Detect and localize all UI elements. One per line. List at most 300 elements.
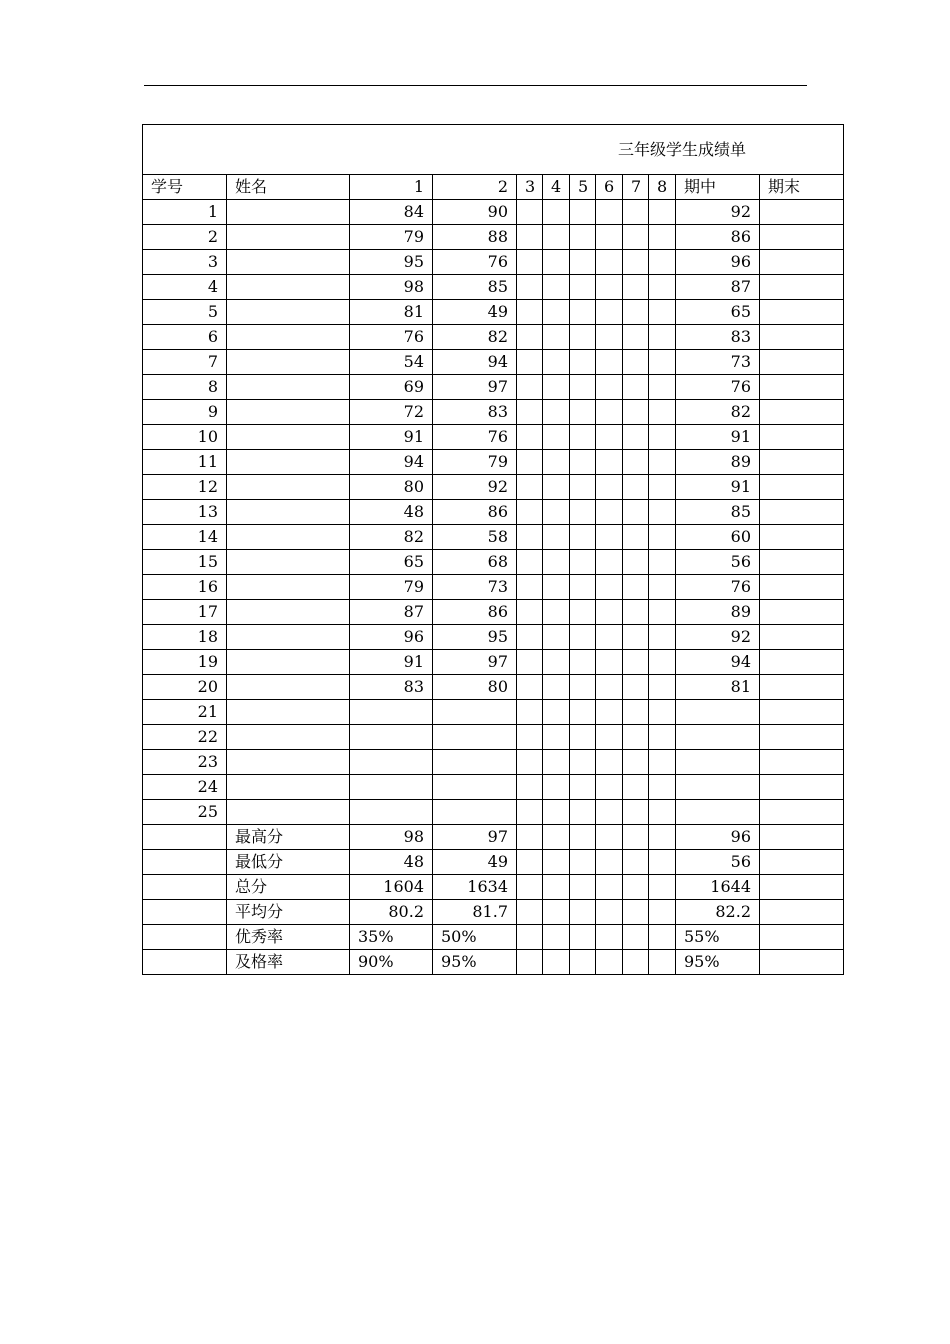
score-8-cell bbox=[649, 625, 676, 650]
score-4-cell bbox=[543, 225, 570, 250]
score-2-cell: 94 bbox=[433, 350, 517, 375]
score-6-cell bbox=[596, 225, 623, 250]
score-1-cell: 69 bbox=[350, 375, 433, 400]
midterm-cell: 82 bbox=[676, 400, 760, 425]
summary-score-8-cell bbox=[649, 825, 676, 850]
score-2-cell: 86 bbox=[433, 600, 517, 625]
score-7-cell bbox=[623, 300, 649, 325]
summary-row bbox=[143, 875, 844, 900]
score-5-cell bbox=[570, 775, 596, 800]
midterm-cell: 76 bbox=[676, 375, 760, 400]
score-4-cell bbox=[543, 650, 570, 675]
student-name-cell bbox=[227, 225, 350, 250]
summary-label-cell: 及格率 bbox=[227, 950, 350, 975]
table-row bbox=[143, 350, 844, 375]
score-4-cell bbox=[543, 450, 570, 475]
score-1-cell: 79 bbox=[350, 575, 433, 600]
summary-score-1-cell: 80.2 bbox=[350, 900, 433, 925]
student-name-cell bbox=[227, 425, 350, 450]
summary-score-2-cell: 81.7 bbox=[433, 900, 517, 925]
score-6-cell bbox=[596, 550, 623, 575]
score-2-cell: 88 bbox=[433, 225, 517, 250]
final-cell bbox=[760, 525, 844, 550]
score-3-cell bbox=[517, 350, 543, 375]
score-7-cell bbox=[623, 500, 649, 525]
summary-score-7-cell bbox=[623, 875, 649, 900]
score-1-cell bbox=[350, 750, 433, 775]
final-cell bbox=[760, 375, 844, 400]
summary-midterm-cell: 1644 bbox=[676, 875, 760, 900]
score-6-cell bbox=[596, 375, 623, 400]
score-5-cell bbox=[570, 200, 596, 225]
student-name-cell bbox=[227, 400, 350, 425]
score-8-cell bbox=[649, 475, 676, 500]
final-cell bbox=[760, 725, 844, 750]
table-row bbox=[143, 725, 844, 750]
summary-final-cell bbox=[760, 950, 844, 975]
score-5-cell bbox=[570, 275, 596, 300]
score-7-cell bbox=[623, 350, 649, 375]
summary-score-1-cell: 35% bbox=[350, 925, 433, 950]
score-2-cell: 76 bbox=[433, 425, 517, 450]
score-8-cell bbox=[649, 325, 676, 350]
summary-score-4-cell bbox=[543, 875, 570, 900]
score-4-cell bbox=[543, 475, 570, 500]
midterm-cell bbox=[676, 800, 760, 825]
student-id-cell: 21 bbox=[143, 700, 227, 725]
score-4-cell bbox=[543, 800, 570, 825]
summary-score-5-cell bbox=[570, 925, 596, 950]
summary-score-2-cell: 1634 bbox=[433, 875, 517, 900]
summary-score-6-cell bbox=[596, 850, 623, 875]
final-cell bbox=[760, 200, 844, 225]
score-7-cell bbox=[623, 425, 649, 450]
student-name-cell bbox=[227, 650, 350, 675]
table-row bbox=[143, 525, 844, 550]
table-title: 三年级学生成绩单 bbox=[143, 125, 844, 175]
final-cell bbox=[760, 350, 844, 375]
summary-score-5-cell bbox=[570, 850, 596, 875]
score-2-cell: 82 bbox=[433, 325, 517, 350]
student-id-cell: 20 bbox=[143, 675, 227, 700]
summary-score-1-cell: 48 bbox=[350, 850, 433, 875]
score-3-cell bbox=[517, 450, 543, 475]
student-id-cell: 4 bbox=[143, 275, 227, 300]
summary-score-7-cell bbox=[623, 825, 649, 850]
score-4-cell bbox=[543, 400, 570, 425]
score-7-cell bbox=[623, 800, 649, 825]
table-row bbox=[143, 225, 844, 250]
header-score-2: 2 bbox=[433, 175, 517, 200]
student-id-cell: 3 bbox=[143, 250, 227, 275]
summary-score-4-cell bbox=[543, 825, 570, 850]
summary-midterm-cell: 82.2 bbox=[676, 900, 760, 925]
table-row bbox=[143, 275, 844, 300]
score-1-cell: 83 bbox=[350, 675, 433, 700]
summary-score-6-cell bbox=[596, 925, 623, 950]
table-row bbox=[143, 575, 844, 600]
summary-score-6-cell bbox=[596, 875, 623, 900]
score-5-cell bbox=[570, 400, 596, 425]
summary-score-8-cell bbox=[649, 850, 676, 875]
score-5-cell bbox=[570, 725, 596, 750]
summary-score-6-cell bbox=[596, 825, 623, 850]
score-4-cell bbox=[543, 675, 570, 700]
score-5-cell bbox=[570, 250, 596, 275]
summary-score-8-cell bbox=[649, 950, 676, 975]
score-5-cell bbox=[570, 375, 596, 400]
midterm-cell: 85 bbox=[676, 500, 760, 525]
score-4-cell bbox=[543, 300, 570, 325]
student-name-cell bbox=[227, 600, 350, 625]
midterm-cell bbox=[676, 775, 760, 800]
summary-label-cell: 最低分 bbox=[227, 850, 350, 875]
final-cell bbox=[760, 600, 844, 625]
midterm-cell bbox=[676, 750, 760, 775]
final-cell bbox=[760, 225, 844, 250]
score-8-cell bbox=[649, 675, 676, 700]
score-8-cell bbox=[649, 200, 676, 225]
midterm-cell: 87 bbox=[676, 275, 760, 300]
header-score-3: 3 bbox=[517, 175, 543, 200]
score-5-cell bbox=[570, 450, 596, 475]
midterm-cell: 76 bbox=[676, 575, 760, 600]
score-4-cell bbox=[543, 200, 570, 225]
score-6-cell bbox=[596, 800, 623, 825]
summary-empty-id-cell bbox=[143, 950, 227, 975]
summary-score-1-cell: 90% bbox=[350, 950, 433, 975]
student-name-cell bbox=[227, 525, 350, 550]
score-1-cell bbox=[350, 700, 433, 725]
score-5-cell bbox=[570, 800, 596, 825]
score-8-cell bbox=[649, 775, 676, 800]
score-7-cell bbox=[623, 325, 649, 350]
summary-final-cell bbox=[760, 850, 844, 875]
score-8-cell bbox=[649, 400, 676, 425]
score-2-cell: 97 bbox=[433, 375, 517, 400]
grade-table bbox=[142, 124, 844, 975]
summary-score-3-cell bbox=[517, 950, 543, 975]
student-name-cell bbox=[227, 450, 350, 475]
score-6-cell bbox=[596, 525, 623, 550]
midterm-cell bbox=[676, 700, 760, 725]
final-cell bbox=[760, 800, 844, 825]
score-1-cell: 95 bbox=[350, 250, 433, 275]
header-score-4: 4 bbox=[543, 175, 570, 200]
table-row bbox=[143, 750, 844, 775]
score-5-cell bbox=[570, 600, 596, 625]
score-5-cell bbox=[570, 525, 596, 550]
table-row bbox=[143, 700, 844, 725]
summary-score-3-cell bbox=[517, 875, 543, 900]
student-name-cell bbox=[227, 575, 350, 600]
score-7-cell bbox=[623, 675, 649, 700]
score-7-cell bbox=[623, 275, 649, 300]
score-1-cell bbox=[350, 725, 433, 750]
score-8-cell bbox=[649, 500, 676, 525]
table-row bbox=[143, 500, 844, 525]
score-3-cell bbox=[517, 750, 543, 775]
score-2-cell bbox=[433, 700, 517, 725]
midterm-cell: 65 bbox=[676, 300, 760, 325]
score-4-cell bbox=[543, 325, 570, 350]
summary-label-cell: 优秀率 bbox=[227, 925, 350, 950]
score-2-cell: 49 bbox=[433, 300, 517, 325]
table-row bbox=[143, 400, 844, 425]
midterm-cell: 96 bbox=[676, 250, 760, 275]
student-id-cell: 9 bbox=[143, 400, 227, 425]
score-7-cell bbox=[623, 650, 649, 675]
student-name-cell bbox=[227, 750, 350, 775]
student-name-cell bbox=[227, 500, 350, 525]
table-row bbox=[143, 375, 844, 400]
score-4-cell bbox=[543, 625, 570, 650]
score-3-cell bbox=[517, 475, 543, 500]
summary-score-2-cell: 95% bbox=[433, 950, 517, 975]
score-8-cell bbox=[649, 450, 676, 475]
score-7-cell bbox=[623, 700, 649, 725]
final-cell bbox=[760, 575, 844, 600]
student-id-cell: 14 bbox=[143, 525, 227, 550]
score-6-cell bbox=[596, 425, 623, 450]
summary-score-7-cell bbox=[623, 850, 649, 875]
score-7-cell bbox=[623, 725, 649, 750]
score-3-cell bbox=[517, 625, 543, 650]
score-4-cell bbox=[543, 700, 570, 725]
score-3-cell bbox=[517, 425, 543, 450]
score-5-cell bbox=[570, 700, 596, 725]
table-row bbox=[143, 625, 844, 650]
score-5-cell bbox=[570, 575, 596, 600]
student-id-cell: 24 bbox=[143, 775, 227, 800]
summary-score-5-cell bbox=[570, 875, 596, 900]
score-4-cell bbox=[543, 725, 570, 750]
score-2-cell bbox=[433, 750, 517, 775]
score-3-cell bbox=[517, 225, 543, 250]
score-4-cell bbox=[543, 250, 570, 275]
score-3-cell bbox=[517, 275, 543, 300]
score-3-cell bbox=[517, 550, 543, 575]
summary-row bbox=[143, 900, 844, 925]
student-name-cell bbox=[227, 800, 350, 825]
score-1-cell: 48 bbox=[350, 500, 433, 525]
summary-midterm-cell: 96 bbox=[676, 825, 760, 850]
score-6-cell bbox=[596, 775, 623, 800]
score-8-cell bbox=[649, 550, 676, 575]
summary-empty-id-cell bbox=[143, 875, 227, 900]
score-2-cell: 68 bbox=[433, 550, 517, 575]
score-1-cell: 96 bbox=[350, 625, 433, 650]
student-name-cell bbox=[227, 475, 350, 500]
table-row bbox=[143, 250, 844, 275]
score-3-cell bbox=[517, 675, 543, 700]
score-6-cell bbox=[596, 250, 623, 275]
score-2-cell bbox=[433, 800, 517, 825]
summary-score-6-cell bbox=[596, 950, 623, 975]
student-name-cell bbox=[227, 300, 350, 325]
summary-score-4-cell bbox=[543, 950, 570, 975]
student-id-cell: 1 bbox=[143, 200, 227, 225]
table-row bbox=[143, 425, 844, 450]
score-5-cell bbox=[570, 475, 596, 500]
score-5-cell bbox=[570, 300, 596, 325]
table-row bbox=[143, 600, 844, 625]
title-row bbox=[143, 125, 844, 175]
summary-score-5-cell bbox=[570, 950, 596, 975]
score-4-cell bbox=[543, 525, 570, 550]
summary-score-3-cell bbox=[517, 925, 543, 950]
final-cell bbox=[760, 400, 844, 425]
midterm-cell: 83 bbox=[676, 325, 760, 350]
header-score-6: 6 bbox=[596, 175, 623, 200]
final-cell bbox=[760, 325, 844, 350]
final-cell bbox=[760, 750, 844, 775]
student-id-cell: 19 bbox=[143, 650, 227, 675]
score-8-cell bbox=[649, 700, 676, 725]
score-7-cell bbox=[623, 200, 649, 225]
score-4-cell bbox=[543, 600, 570, 625]
score-6-cell bbox=[596, 475, 623, 500]
summary-row bbox=[143, 950, 844, 975]
score-6-cell bbox=[596, 450, 623, 475]
summary-label-cell: 最高分 bbox=[227, 825, 350, 850]
summary-score-1-cell: 1604 bbox=[350, 875, 433, 900]
score-7-cell bbox=[623, 525, 649, 550]
score-2-cell bbox=[433, 725, 517, 750]
score-5-cell bbox=[570, 500, 596, 525]
summary-midterm-cell: 55% bbox=[676, 925, 760, 950]
score-6-cell bbox=[596, 700, 623, 725]
score-6-cell bbox=[596, 675, 623, 700]
final-cell bbox=[760, 300, 844, 325]
summary-score-3-cell bbox=[517, 825, 543, 850]
score-8-cell bbox=[649, 750, 676, 775]
summary-score-8-cell bbox=[649, 925, 676, 950]
midterm-cell: 86 bbox=[676, 225, 760, 250]
summary-final-cell bbox=[760, 825, 844, 850]
student-id-cell: 15 bbox=[143, 550, 227, 575]
score-6-cell bbox=[596, 275, 623, 300]
score-3-cell bbox=[517, 200, 543, 225]
score-3-cell bbox=[517, 600, 543, 625]
score-2-cell: 97 bbox=[433, 650, 517, 675]
student-id-cell: 25 bbox=[143, 800, 227, 825]
score-5-cell bbox=[570, 225, 596, 250]
student-id-cell: 16 bbox=[143, 575, 227, 600]
score-3-cell bbox=[517, 375, 543, 400]
final-cell bbox=[760, 475, 844, 500]
summary-midterm-cell: 56 bbox=[676, 850, 760, 875]
score-6-cell bbox=[596, 400, 623, 425]
student-name-cell bbox=[227, 275, 350, 300]
score-2-cell: 86 bbox=[433, 500, 517, 525]
summary-empty-id-cell bbox=[143, 825, 227, 850]
score-2-cell: 73 bbox=[433, 575, 517, 600]
score-3-cell bbox=[517, 500, 543, 525]
score-3-cell bbox=[517, 250, 543, 275]
score-2-cell: 80 bbox=[433, 675, 517, 700]
final-cell bbox=[760, 250, 844, 275]
score-3-cell bbox=[517, 325, 543, 350]
score-8-cell bbox=[649, 525, 676, 550]
midterm-cell: 81 bbox=[676, 675, 760, 700]
student-id-cell: 12 bbox=[143, 475, 227, 500]
summary-score-5-cell bbox=[570, 825, 596, 850]
header-score-5: 5 bbox=[570, 175, 596, 200]
score-8-cell bbox=[649, 375, 676, 400]
score-7-cell bbox=[623, 400, 649, 425]
score-2-cell: 79 bbox=[433, 450, 517, 475]
score-8-cell bbox=[649, 800, 676, 825]
score-4-cell bbox=[543, 750, 570, 775]
midterm-cell: 91 bbox=[676, 475, 760, 500]
score-6-cell bbox=[596, 200, 623, 225]
final-cell bbox=[760, 775, 844, 800]
score-1-cell: 82 bbox=[350, 525, 433, 550]
score-4-cell bbox=[543, 775, 570, 800]
student-id-cell: 8 bbox=[143, 375, 227, 400]
summary-empty-id-cell bbox=[143, 850, 227, 875]
student-id-cell: 23 bbox=[143, 750, 227, 775]
summary-final-cell bbox=[760, 925, 844, 950]
score-3-cell bbox=[517, 300, 543, 325]
summary-score-2-cell: 97 bbox=[433, 825, 517, 850]
score-3-cell bbox=[517, 800, 543, 825]
summary-empty-id-cell bbox=[143, 900, 227, 925]
summary-score-7-cell bbox=[623, 950, 649, 975]
student-name-cell bbox=[227, 200, 350, 225]
score-1-cell: 54 bbox=[350, 350, 433, 375]
score-6-cell bbox=[596, 650, 623, 675]
summary-row bbox=[143, 925, 844, 950]
summary-score-3-cell bbox=[517, 850, 543, 875]
score-6-cell bbox=[596, 725, 623, 750]
student-id-cell: 10 bbox=[143, 425, 227, 450]
student-name-cell bbox=[227, 550, 350, 575]
student-name-cell bbox=[227, 350, 350, 375]
score-6-cell bbox=[596, 575, 623, 600]
score-6-cell bbox=[596, 300, 623, 325]
score-6-cell bbox=[596, 350, 623, 375]
score-2-cell: 76 bbox=[433, 250, 517, 275]
score-7-cell bbox=[623, 775, 649, 800]
score-8-cell bbox=[649, 600, 676, 625]
score-5-cell bbox=[570, 650, 596, 675]
midterm-cell: 92 bbox=[676, 200, 760, 225]
student-id-cell: 7 bbox=[143, 350, 227, 375]
score-2-cell: 85 bbox=[433, 275, 517, 300]
score-4-cell bbox=[543, 500, 570, 525]
top-divider-line bbox=[144, 85, 807, 86]
score-3-cell bbox=[517, 700, 543, 725]
score-4-cell bbox=[543, 350, 570, 375]
score-8-cell bbox=[649, 300, 676, 325]
score-2-cell: 58 bbox=[433, 525, 517, 550]
score-3-cell bbox=[517, 650, 543, 675]
summary-label-cell: 平均分 bbox=[227, 900, 350, 925]
score-5-cell bbox=[570, 350, 596, 375]
score-5-cell bbox=[570, 550, 596, 575]
final-cell bbox=[760, 425, 844, 450]
table-row bbox=[143, 650, 844, 675]
table-row bbox=[143, 475, 844, 500]
table-row bbox=[143, 200, 844, 225]
header-score-8: 8 bbox=[649, 175, 676, 200]
header-row bbox=[143, 175, 844, 200]
midterm-cell: 92 bbox=[676, 625, 760, 650]
summary-score-2-cell: 49 bbox=[433, 850, 517, 875]
score-5-cell bbox=[570, 675, 596, 700]
